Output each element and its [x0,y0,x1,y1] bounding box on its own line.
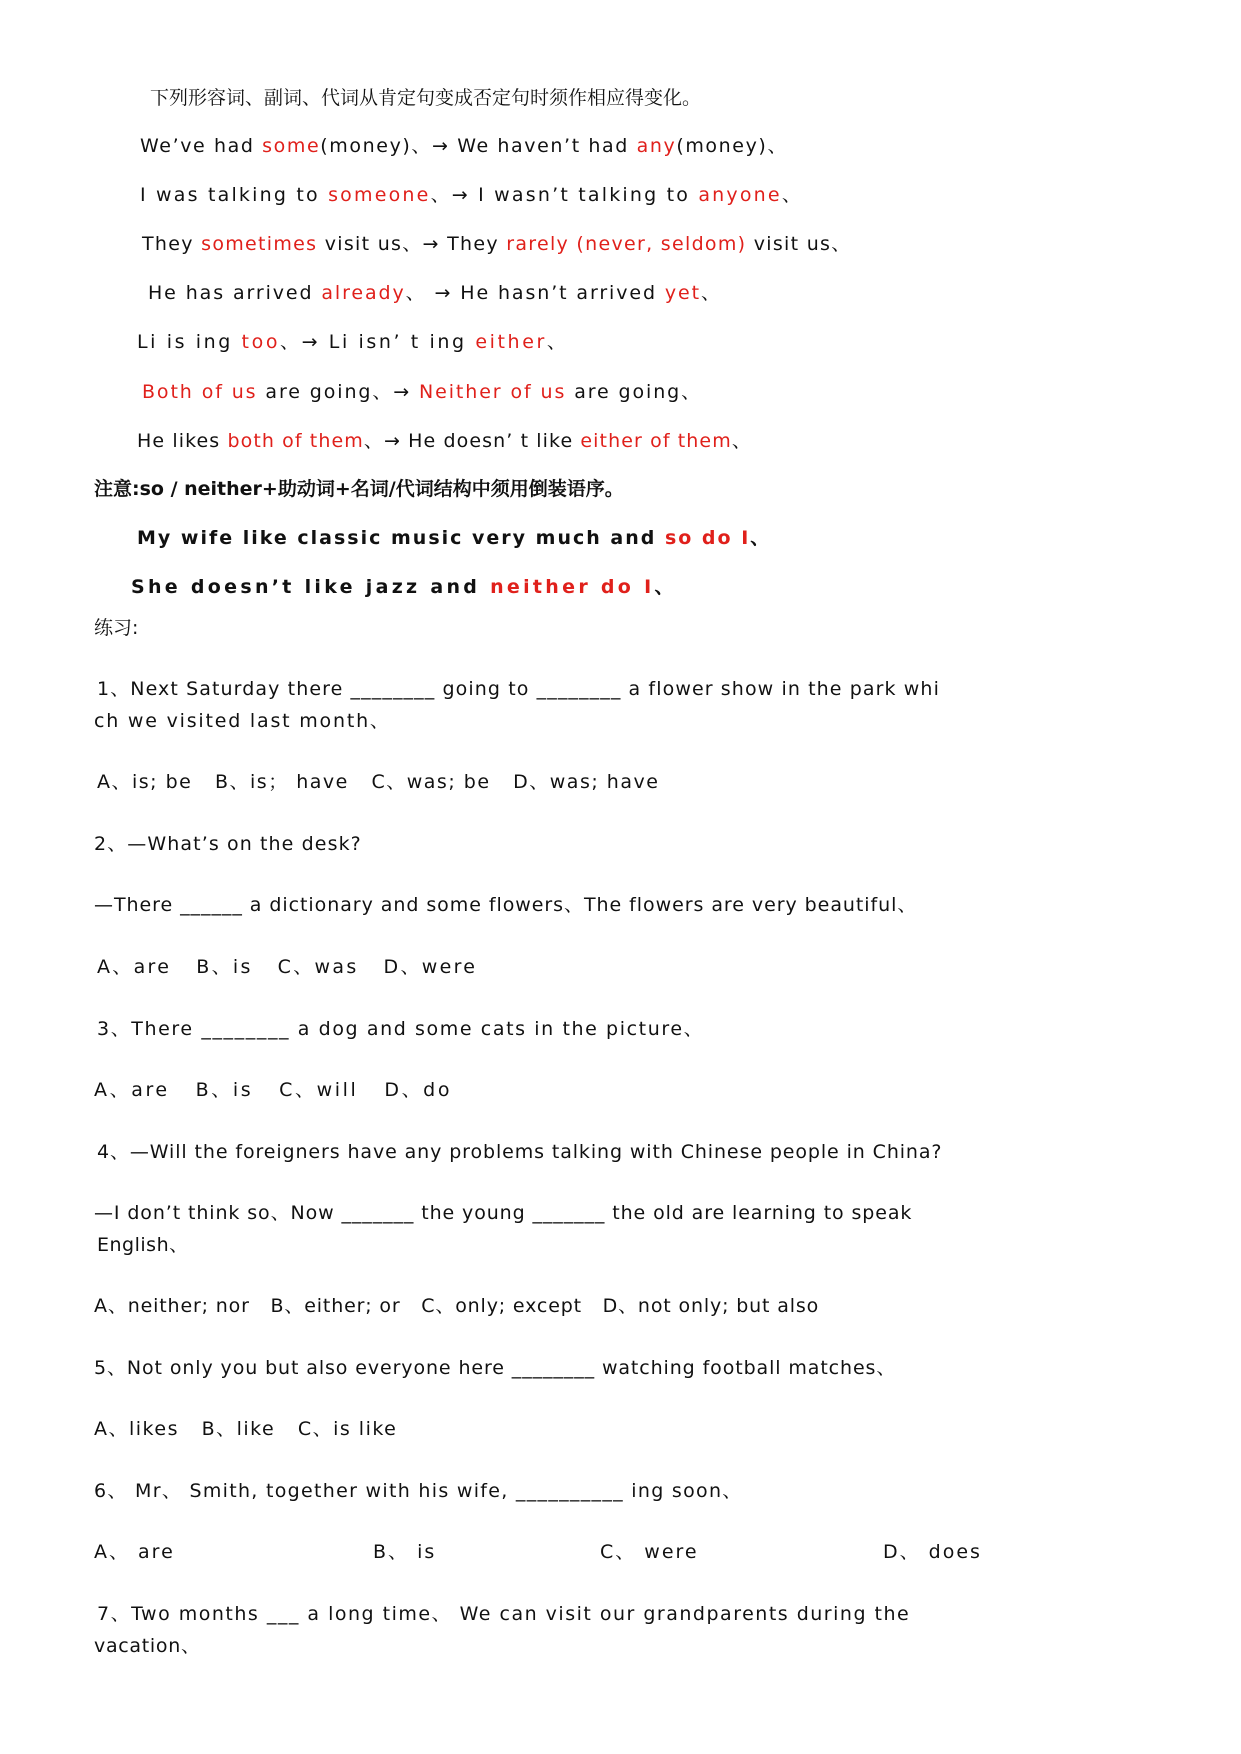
note-text: 注意:so / neither+助动词+名词/代词结构中须用倒装语序。 [94,478,624,500]
question-7: 7、Two months ___ a long time、 We can visit our grandparents during the [97,1603,911,1625]
question-6-option-b: B、 is [373,1541,437,1563]
plain-text: My wife like classic music very much and [137,527,665,549]
highlighted-word: anyone [698,184,782,206]
question-4-options: A、neither; nor B、either; or C、only; except D、not only; but also [94,1295,820,1317]
plain-text: (money)、→ We haven’t had [320,135,637,157]
question-6-option-a: A、 are [94,1541,175,1563]
note-example-1 [137,526,771,550]
plain-text: 、 [781,184,804,206]
plain-text: 、 [750,527,772,549]
plain-text: are going、 [566,381,703,403]
highlighted-word: too [241,331,281,353]
plain-text: She doesn’t like jazz and [131,576,491,598]
note-example-2 [131,575,677,599]
question-5-options: A、likes B、like C、is like [94,1418,398,1440]
plain-text: 、→ I wasn’t talking to [430,184,699,206]
question-7-cont: vacation、 [94,1635,201,1657]
question-1-options: A、is; be B、is； have C、was; be D、was; have [97,771,660,793]
example-line-4 [148,281,722,305]
plain-text: Li is ing [137,331,242,353]
question-3-options: A、are B、is C、will D、do [94,1079,453,1101]
plain-text: 、 [546,331,569,353]
question-6: 6、 Mr、 Smith, together with his wife, __________ ing soon、 [94,1480,743,1502]
plain-text: visit us、 [746,233,852,255]
question-6-option-d: D、 does [883,1541,982,1563]
question-1-cont: ch we visited last month、 [94,710,391,732]
plain-text: I was talking to [140,184,329,206]
question-1: 1、Next Saturday there ________ going to ________ a flower show in the park whi [97,678,940,700]
example-line-3 [142,232,852,256]
plain-text: 、 → He hasn’t arrived [405,282,665,304]
question-5: 5、Not only you but also everyone here ________ watching football matches、 [94,1357,897,1379]
highlighted-word: either [475,331,547,353]
plain-text: 、 [654,576,677,598]
question-4-cont: —I don’t think so、Now _______ the young _______ the old are learning to speak [94,1202,913,1224]
plain-text: They [142,233,202,255]
intro-text: 下列形容词、副词、代词从肯定句变成否定句时须作相应得变化。 [150,87,702,109]
example-line-5 [137,330,569,354]
question-4-cont-2: English、 [97,1234,189,1256]
plain-text: (money)、 [676,135,789,157]
plain-text: 、→ He doesn’ t like [363,430,581,452]
plain-text: are going、→ [257,381,420,403]
plain-text: 、 [731,430,752,452]
highlighted-word: yet [664,282,701,304]
example-line-2 [140,183,803,207]
plain-text: 、→ Li isn’ t ing [280,331,476,353]
practice-label: 练习: [94,617,139,639]
highlighted-word: both of them [227,430,364,452]
plain-text: He likes [137,430,228,452]
example-line-6 [142,380,702,404]
plain-text: We’ve had [140,135,263,157]
question-6-option-c: C、 were [600,1541,699,1563]
example-line-1 [140,134,788,158]
highlighted-word: Both of us [142,381,258,403]
question-3: 3、There ________ a dog and some cats in the picture、 [97,1018,705,1040]
question-4: 4、—Will the foreigners have any problems talking with Chinese people in China? [97,1141,943,1163]
plain-text: He has arrived [148,282,322,304]
plain-text: 、 [700,282,722,304]
highlighted-word: sometimes [201,233,318,255]
example-line-7 [137,429,752,453]
highlighted-word: someone [328,184,431,206]
question-2-options: A、are B、is C、was D、were [97,956,478,978]
highlighted-word: any [636,135,677,157]
question-2: 2、—What’s on the desk? [94,833,362,855]
highlighted-word: neither do I [490,576,655,598]
question-2-cont: —There ______ a dictionary and some flowers、The flowers are very beautiful、 [94,894,918,916]
highlighted-word: already [321,282,406,304]
plain-text: visit us、→ They [317,233,507,255]
highlighted-word: Neither of us [419,381,567,403]
highlighted-word: rarely (never, seldom) [506,233,747,255]
highlighted-word: so do I [664,527,751,549]
highlighted-word: some [262,135,321,157]
highlighted-word: either of them [580,430,732,452]
